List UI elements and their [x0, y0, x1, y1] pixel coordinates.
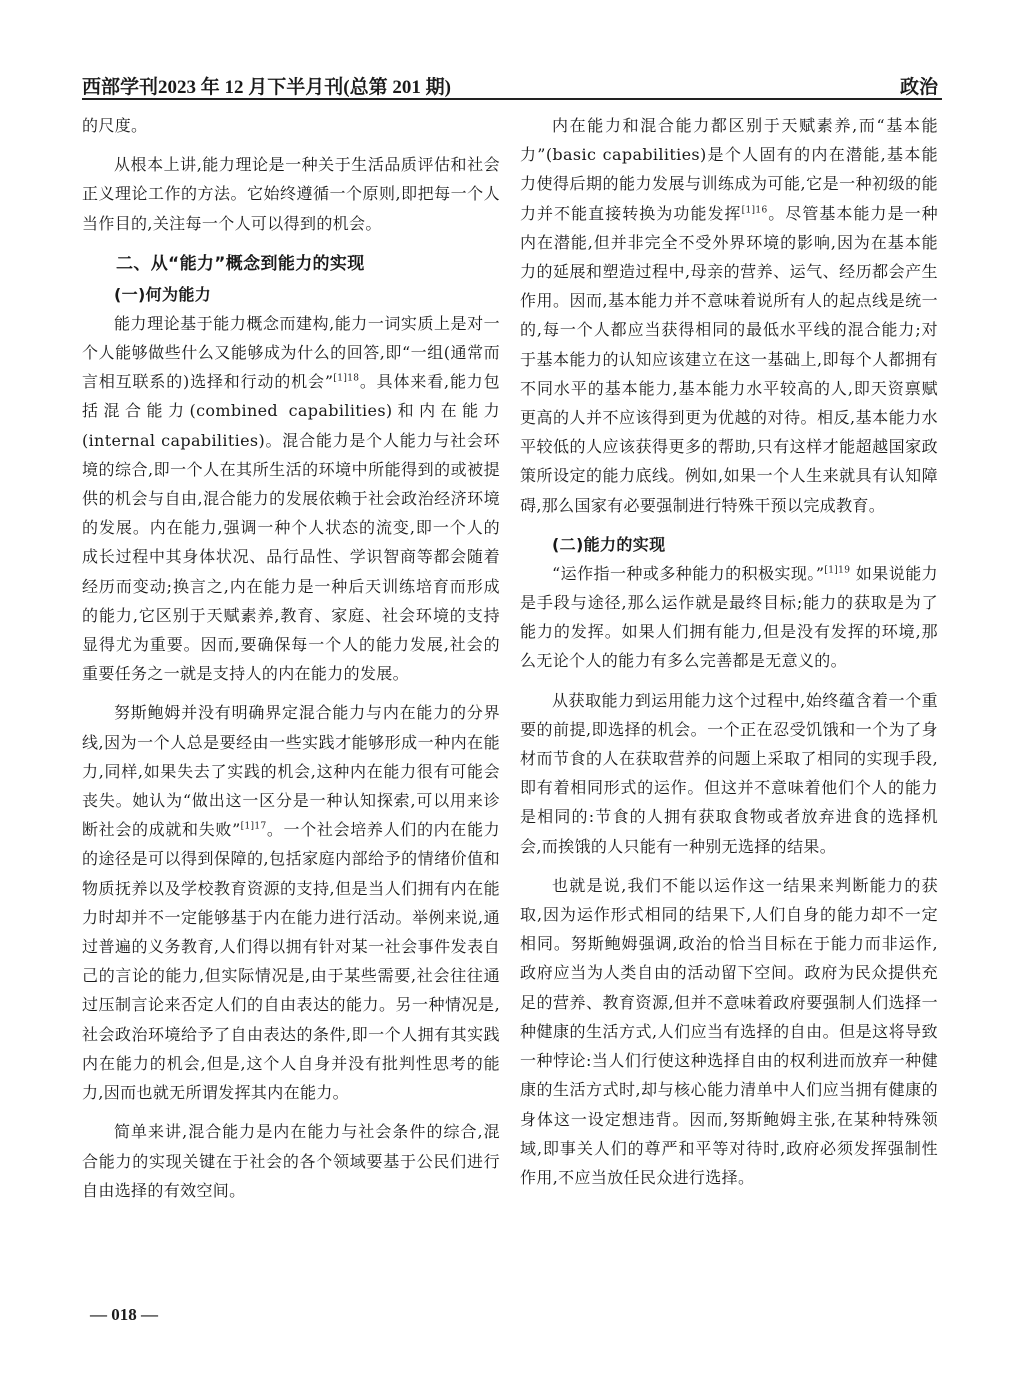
paragraph — [520, 111, 938, 520]
paragraph-text: “运作指一种或多种能力的积极实现。” — [552, 563, 825, 583]
paragraph — [82, 309, 500, 689]
paragraph: 简单来讲,混合能力是内在能力与社会条件的综合,混合能力的实现关键在于社会的各个领域要基于公民们进行自由选择的有效空间。 — [82, 1122, 500, 1200]
paragraph-text: 。尽管基本能力是一种内在潜能,但并非完全不受外界环境的影响,因为在基本能力的延展和塑造过程中,母亲的营养、运气、经历都会产生作用。因而,基本能力并不意味着说所有人的起点线是统一的,每一个人都应当获得相同的最低水平线的混合能力;对于基本能力的认知应该建立在这一基础上,即每个人都拥有不同水平的基本能力,基本能力水平较高的人,即天资禀赋更高的人并不应该得到更为优越的对待。相反,基本能力水平较低的人应该获得更多的帮助,只有这样才能超越国家政策所设定的能力底线。例如,如果一个人生来就具有认知障碍,那么国家有必要强制进行特殊干预以完成教育。 — [520, 203, 938, 515]
paragraph — [520, 559, 938, 676]
running-header — [82, 66, 942, 100]
citation: [1]19 — [824, 565, 851, 576]
paragraph-text: 内在能力和混合能力都区别于天赋素养,而“基本能力”(basic capabilities)是个人固有的内在潜能,基本能力使得后期的能力发展与训练成为可能,它是一种初级的能力并不能直接转换为功能发挥 — [520, 116, 938, 223]
journal-issue: 西部学刊2023 年 12 月下半月刊(总第 201 期) — [82, 77, 451, 98]
right-column — [520, 111, 938, 1202]
paragraph-text: 。一个社会培养人们的内在能力的途径是可以得到保障的,包括家庭内部给予的情绪价值和物质抚养以及学校教育资源的支持,但是当人们拥有内在能力时却并不一定能够基于内在能力进行活动。举例来说,通过普遍的义务教育,人们得以拥有针对某一社会事件发表自己的言论的能力,但实际情况是,由于某些需要,社会往往通过压制言论来否定人们的自由表达的能力。另一种情况是,社会政治环境给予了自由表达的条件,即一个人拥有其实践内在能力的机会,但是,这个人自身并没有批判性思考的能力,因而也就无所谓发挥其内在能力。 — [82, 820, 500, 1103]
paragraph — [82, 698, 500, 1107]
paragraph-text: 。具体来看,能力包括混合能力(combined capabilities)和内在能力(internal capabilities)。混合能力是个人能力与社会环境的综合,即一个人在其所生活的环境中所能得到的或被提供的机会与自由,混合能力的发展依赖于社会政治经济环境的发展。内在能力,强调一种个人状态的流变,即一个人的成长过程中其身体状况、品行品性、学识智商等都会随着经历而变动;换言之,内在能力是一种后天训练培育而形成的能力,它区别于天赋素养,教育、家庭、社会环境的支持显得尤为重要。因而,要确保每一个人的能力发展,社会的重要任务之一就是支持人的内在能力的发展。 — [82, 372, 500, 684]
section-name: 政治 — [899, 77, 938, 98]
citation: [1]16 — [741, 205, 768, 216]
paragraph-text: 能力理论基于能力概念而建构,能力一词实质上是对一个人能够做些什么又能够成为什么的回答,即“一组(通常而言相互联系的)选择和行动的机会” — [82, 313, 500, 392]
section-heading: 二、从“能力”概念到能力的实现 — [116, 253, 365, 274]
paragraph-text: 如果说能力是手段与途径,那么运作就是最终目标;能力的获取是为了能力的发挥。如果人们拥有能力,但是没有发挥的环境,那么无论个人的能力有多么完善都是无意义的。 — [520, 563, 938, 671]
paragraph: 从根本上讲,能力理论是一种关于生活品质评估和社会正义理论工作的方法。它始终遵循一个原则,即把每一个人当作目的,关注每一个人可以得到的机会。 — [82, 155, 500, 233]
paragraph-text: 努斯鲍姆并没有明确界定混合能力与内在能力的分界线,因为一个人总是要经由一些实践才能够形成一种内在能力,同样,如果失去了实践的机会,这种内在能力很有可能会丧失。她认为“做出这一区分是一种认知探索,可以用来诊断社会的成就和失败” — [82, 703, 500, 840]
citation: [1]18 — [333, 373, 360, 384]
paragraph: 从获取能力到运用能力这个过程中,始终蕴含着一个重要的前提,即选择的机会。一个正在忍受饥饿和一个为了身材而节食的人在获取营养的问题上采取了相同的实现手段,即有着相同形式的运作。但这并不意味着他们个人的能力是相同的:节食的人拥有获取食物或者放弃进食的选择机会,而挨饿的人只能有一种别无选择的结果。 — [520, 690, 938, 856]
paragraph: 的尺度。 — [82, 116, 148, 135]
page-number: — 018 — — [90, 1305, 158, 1324]
left-column — [82, 111, 500, 1215]
citation: [1]17 — [240, 821, 267, 832]
subsection-heading: (二)能力的实现 — [552, 534, 666, 554]
paragraph: 也就是说,我们不能以运作这一结果来判断能力的获取,因为运作形式相同的结果下,人们自身的能力却不一定相同。努斯鲍姆强调,政治的恰当目标在于能力而非运作,政府应当为人类自由的活动留下空间。政府为民众提供充足的营养、教育资源,但并不意味着政府要强制人们选择一种健康的生活方式,人们应当有选择的自由。但是这将导致一种悖论:当人们行使这种选择自由的权利进而放弃一种健康的生活方式时,却与核心能力清单中人们应当拥有健康的身体这一设定想违背。因而,努斯鲍姆主张,在某种特殊领域,即事关人们的尊严和平等对待时,政府必须发挥强制性作用,不应当放任民众进行选择。 — [520, 875, 938, 1187]
subsection-heading: (一)何为能力 — [114, 284, 212, 304]
